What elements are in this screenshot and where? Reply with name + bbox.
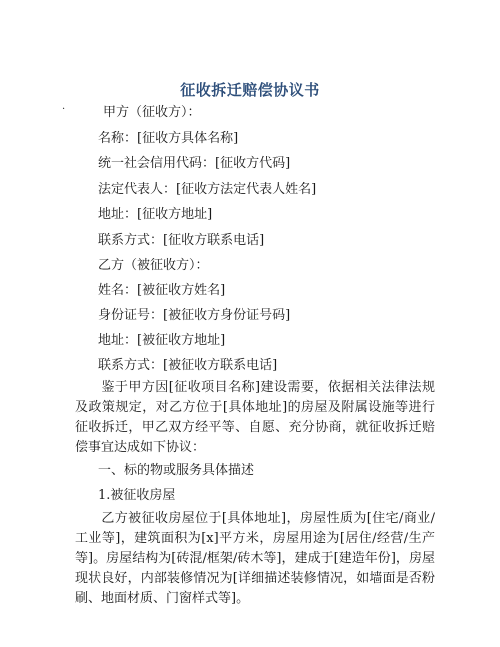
- section-heading: 一、标的物或服务具体描述: [98, 463, 255, 478]
- house-description-text: 乙方被征收房屋位于[具体地址]，房屋性质为[住宅/商业/工业等]，建筑面积为[x]平方米，房屋用途为[居住/经营/生产等]。房屋结构为[砖混/框架/砖木等]，建成于[建造年份]，房屋现状良好，内部装修情况为[详细描述装修情况，如墙面是否粉刷、地面材质、门窗样式等]。: [75, 511, 435, 606]
- preamble-paragraph: [75, 378, 435, 458]
- party-b-heading: 乙方（被征收方）：: [98, 258, 209, 273]
- party-a-name: 名称：[征收方具体名称]: [98, 131, 239, 146]
- party-b-name: 姓名：[被征收方姓名]: [98, 283, 226, 298]
- party-a-address: 地址：[征收方地址]: [98, 207, 213, 222]
- party-b-contact: 联系方式：[被征收方联系电话]: [98, 358, 278, 373]
- party-a-heading: 甲方（征收方）：: [103, 105, 201, 120]
- party-a-contact: 联系方式：[征收方联系电话]: [98, 233, 265, 248]
- preamble-text: 鉴于甲方因[征收项目名称]建设需要，依据相关法律法规及政策规定，对乙方位于[具体地址]的房屋及附属设施等进行征收拆迁，甲乙双方经平等、自愿、充分协商，就征收拆迁赔偿事宜达成如下协议：: [75, 380, 435, 455]
- party-b-id-number: 身份证号：[被征收方身份证号码]: [98, 308, 291, 323]
- party-a-legal-rep: 法定代表人：[征收方法定代表人姓名]: [98, 182, 317, 197]
- subsection-heading: 1.被征收房屋: [98, 488, 176, 503]
- house-description-paragraph: [75, 509, 435, 609]
- party-b-address: 地址：[被征收方地址]: [98, 333, 226, 348]
- party-a-credit-code: 统一社会信用代码：[征收方代码]: [98, 156, 291, 171]
- document-title: 征收拆迁赔偿协议书: [180, 81, 320, 99]
- bullet-dot-icon: ·: [62, 104, 66, 115]
